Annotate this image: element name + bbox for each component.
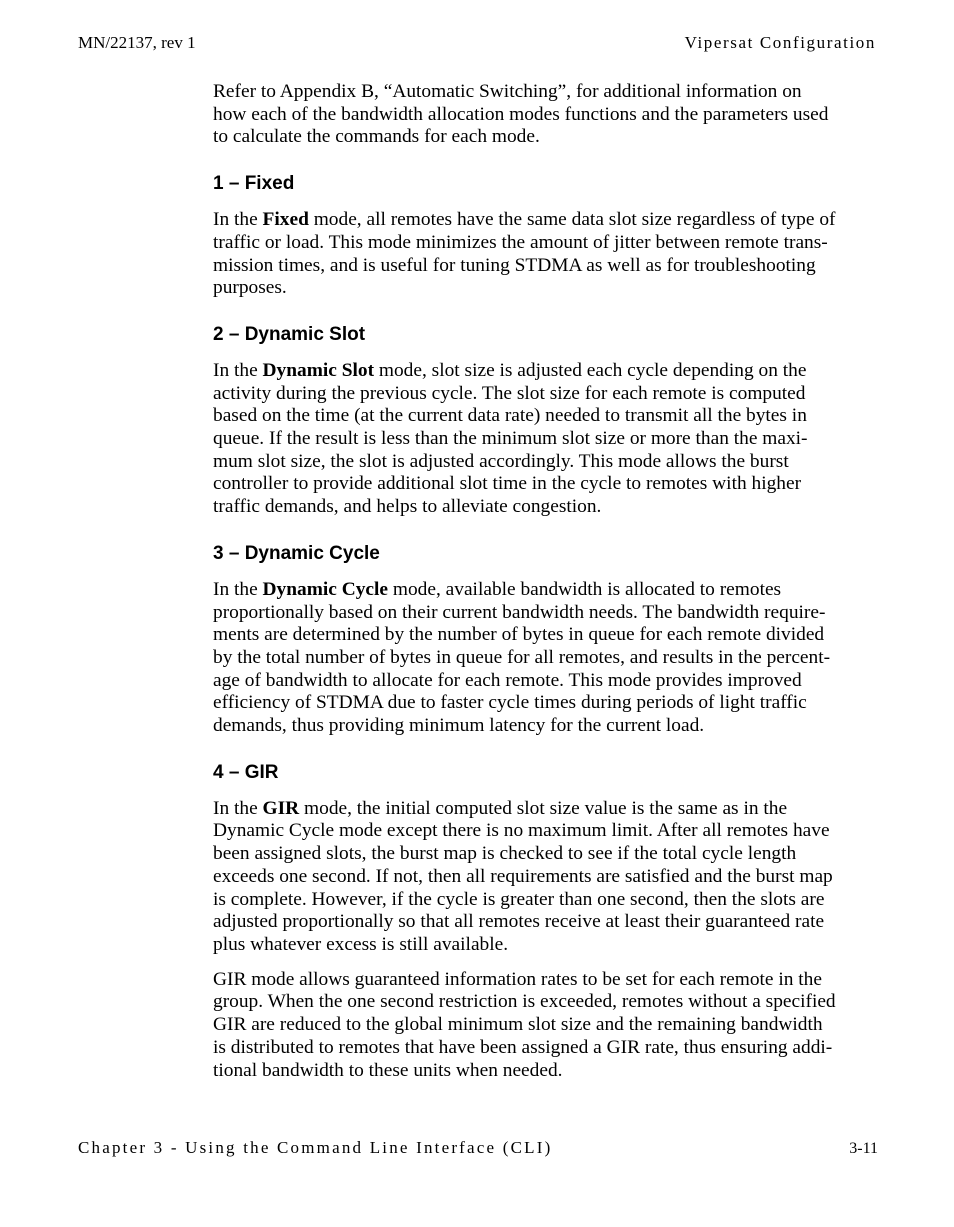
text-line: mission times, and is useful for tuning STDMA as well as for troubleshooting xyxy=(213,254,816,276)
section-paragraph-dynamic-slot xyxy=(213,360,877,519)
text-line: GIR are reduced to the global minimum slot size and the remaining bandwidth xyxy=(213,1014,823,1036)
section-paragraph-fixed xyxy=(213,209,877,300)
text-line: age of bandwidth to allocate for each remote. This mode provides improved xyxy=(213,669,802,691)
running-footer-chapter: Chapter 3 - Using the Command Line Interface (CLI) xyxy=(78,1138,553,1157)
section-heading-dynamic-cycle: 3 – Dynamic Cycle xyxy=(213,542,380,564)
text-line: queue. If the result is less than the minimum slot size or more than the maxi- xyxy=(213,428,808,450)
section-heading-gir: 4 – GIR xyxy=(213,761,279,783)
text-line: tional bandwidth to these units when needed. xyxy=(213,1059,563,1081)
text-line: adjusted proportionally so that all remotes receive at least their guaranteed rate xyxy=(213,911,825,933)
text-line: is distributed to remotes that have been assigned a GIR rate, thus ensuring addi- xyxy=(213,1036,833,1058)
text-line: group. When the one second restriction is exceeded, remotes without a specified xyxy=(213,991,836,1013)
bold-term: Dynamic Slot xyxy=(262,359,375,381)
section-paragraph-gir xyxy=(213,798,877,957)
text-line: GIR mode allows guaranteed information rates to be set for each remote in the xyxy=(213,968,822,990)
running-header-title: Vipersat Configuration xyxy=(684,33,876,52)
text-line: traffic demands, and helps to alleviate congestion. xyxy=(213,496,602,518)
text-line: Refer to Appendix B, “Automatic Switching”, for additional information on xyxy=(213,81,802,102)
text-run: In the xyxy=(213,359,263,381)
text-line: proportionally based on their current bandwidth needs. The bandwidth require- xyxy=(213,601,826,623)
text-run: In the xyxy=(213,797,263,819)
text-run: mode, available bandwidth is allocated to remotes xyxy=(388,578,782,600)
intro-paragraph xyxy=(213,81,877,149)
text-run: In the xyxy=(213,209,263,231)
text-line: been assigned slots, the burst map is checked to see if the total cycle length xyxy=(213,843,797,865)
text-line xyxy=(213,798,877,821)
text-line: efficiency of STDMA due to faster cycle times during periods of light traffic xyxy=(213,692,807,714)
page-content xyxy=(213,81,877,1082)
section-heading-fixed: 1 – Fixed xyxy=(213,173,295,195)
section-heading-dynamic-slot: 2 – Dynamic Slot xyxy=(213,323,366,345)
text-run: mode, the initial computed slot size value is the same as in the xyxy=(299,797,788,819)
text-run: In the xyxy=(213,578,263,600)
text-line: based on the time (at the current data rate) needed to transmit all the bytes in xyxy=(213,405,807,427)
text-line: exceeds one second. If not, then all requirements are satisfied and the burst map xyxy=(213,865,833,887)
page-number: 3-11 xyxy=(849,1140,878,1157)
text-run: mode, all remotes have the same data slot size regardless of type of xyxy=(308,209,836,231)
bold-term: GIR xyxy=(262,797,300,819)
text-line: plus whatever excess is still available. xyxy=(213,933,509,955)
text-line xyxy=(213,360,877,383)
gir-followup-paragraph xyxy=(213,969,877,1083)
text-line xyxy=(213,579,877,602)
text-line: Dynamic Cycle mode except there is no maximum limit. After all remotes have xyxy=(213,820,830,842)
text-line: controller to provide additional slot time in the cycle to remotes with higher xyxy=(213,473,802,495)
text-line: traffic or load. This mode minimizes the amount of jitter between remote trans- xyxy=(213,231,828,253)
text-line: is complete. However, if the cycle is greater than one second, then the slots are xyxy=(213,888,825,910)
text-line: ments are determined by the number of bytes in queue for each remote divided xyxy=(213,624,825,646)
text-line: how each of the bandwidth allocation modes functions and the parameters used xyxy=(213,103,829,125)
text-line: by the total number of bytes in queue for all remotes, and results in the percent- xyxy=(213,646,831,668)
text-line xyxy=(213,209,877,232)
text-line: demands, thus providing minimum latency for the current load. xyxy=(213,715,705,737)
text-line: activity during the previous cycle. The slot size for each remote is computed xyxy=(213,382,806,404)
section-paragraph-dynamic-cycle xyxy=(213,579,877,738)
running-header-doc-id: MN/22137, rev 1 xyxy=(78,33,196,52)
text-run: mode, slot size is adjusted each cycle depending on the xyxy=(374,359,807,381)
bold-term: Fixed xyxy=(262,209,309,231)
text-line: to calculate the commands for each mode. xyxy=(213,126,540,148)
text-line: purposes. xyxy=(213,277,287,299)
text-line: mum slot size, the slot is adjusted accordingly. This mode allows the burst xyxy=(213,450,789,472)
bold-term: Dynamic Cycle xyxy=(262,578,389,600)
